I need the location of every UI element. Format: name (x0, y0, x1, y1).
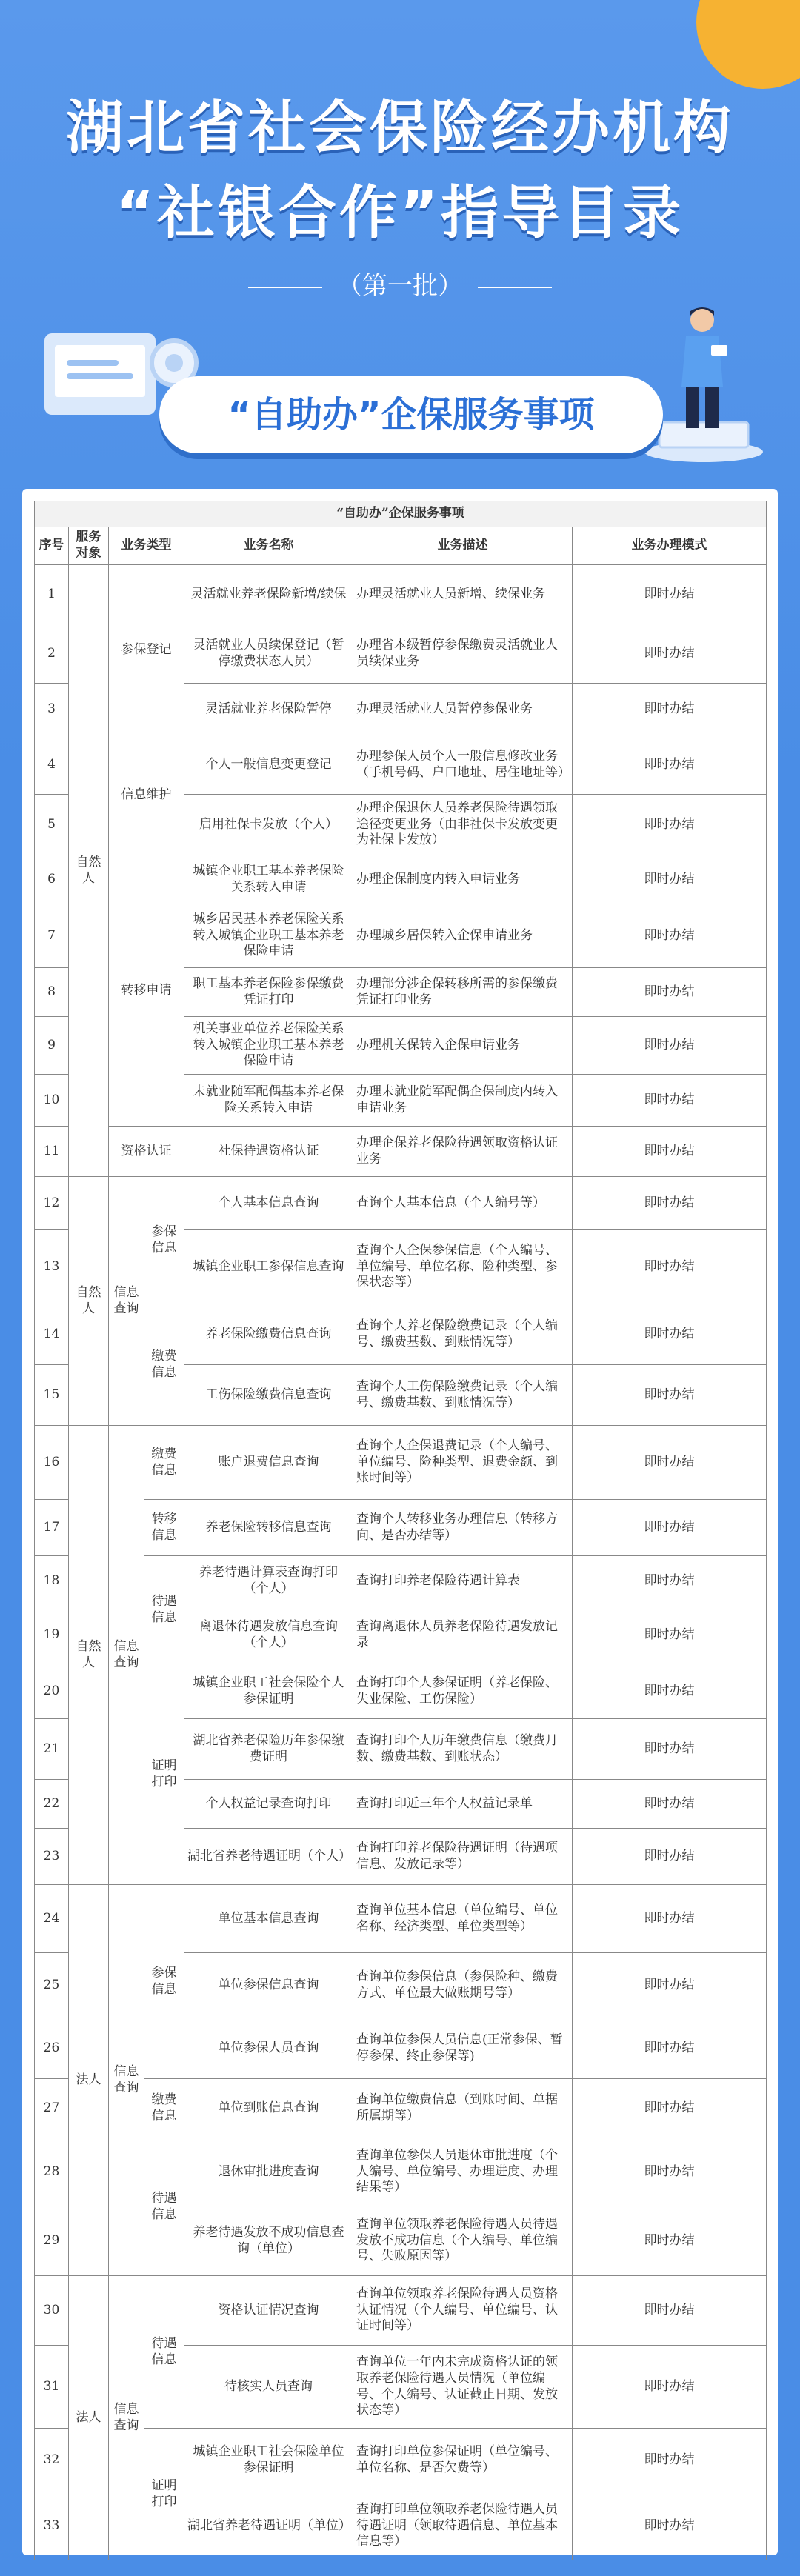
row-desc: 查询个人工伤保险缴费记录（个人编号、缴费基数、到账情况等） (353, 1365, 573, 1426)
col-header-no: 序号 (35, 527, 69, 565)
row-desc: 查询单位基本信息（单位编号、单位名称、经济类型、单位类型等） (353, 1885, 573, 1953)
row-mode: 即时办结 (573, 735, 767, 795)
row-desc: 查询单位缴费信息（到账时间、单据所属期等） (353, 2079, 573, 2138)
row-desc: 办理省本级暂停参保缴费灵活就业人员续保业务 (353, 624, 573, 684)
row-name: 单位参保人员查询 (184, 2018, 353, 2079)
table-row (35, 1664, 767, 1719)
col-header-target: 服务对象 (69, 527, 109, 565)
row-desc: 查询个人养老保险缴费记录（个人编号、缴费基数、到账情况等） (353, 1304, 573, 1365)
table-row (35, 1500, 767, 1556)
target-cell: 自然人 (69, 1426, 109, 1885)
row-name: 个人一般信息变更登记 (184, 735, 353, 795)
table-row (35, 2429, 767, 2492)
row-no: 24 (35, 1885, 69, 1953)
table-row (35, 1177, 767, 1230)
title-line-2: “社银合作”指导目录 (116, 180, 684, 247)
row-no: 7 (35, 904, 69, 968)
subtype-cell: 转移信息 (144, 1500, 184, 1556)
row-desc: 查询个人基本信息（个人编号等） (353, 1177, 573, 1230)
table-row (35, 1127, 767, 1177)
row-name: 养老保险转移信息查询 (184, 1500, 353, 1556)
target-cell: 自然人 (69, 565, 109, 1177)
row-mode: 即时办结 (573, 684, 767, 735)
row-mode: 即时办结 (573, 2138, 767, 2206)
subtype-cell: 待遇信息 (144, 1556, 184, 1664)
row-no: 21 (35, 1719, 69, 1780)
row-desc: 办理企保退休人员养老保险待遇领取途径变更业务（由非社保卡发放变更为社保卡发放） (353, 795, 573, 855)
row-desc: 查询打印养老保险待遇计算表 (353, 1556, 573, 1606)
row-desc: 办理机关保转入企保申请业务 (353, 1017, 573, 1075)
row-name: 养老保险缴费信息查询 (184, 1304, 353, 1365)
col-header-desc: 业务描述 (353, 527, 573, 565)
poster-header (0, 0, 800, 489)
row-mode: 即时办结 (573, 2346, 767, 2429)
subtype-cell: 参保信息 (144, 1177, 184, 1304)
row-mode: 即时办结 (573, 1885, 767, 1953)
row-name: 养老待遇计算表查询打印（个人） (184, 1556, 353, 1606)
col-header-name: 业务名称 (184, 527, 353, 565)
row-mode: 即时办结 (573, 904, 767, 968)
section-pill: “自助办”企保服务事项 (159, 376, 663, 453)
row-no: 18 (35, 1556, 69, 1606)
row-no: 30 (35, 2276, 69, 2346)
target-cell: 法人 (69, 1885, 109, 2276)
type-cell: 信息查询 (109, 1177, 144, 1426)
table-row (35, 1426, 767, 1500)
target-cell: 法人 (69, 2276, 109, 2560)
row-name: 湖北省养老待遇证明（个人） (184, 1829, 353, 1885)
row-mode: 即时办结 (573, 1664, 767, 1719)
type-cell: 参保登记 (109, 565, 184, 735)
row-desc: 查询打印养老保险待遇证明（待遇项信息、发放记录等） (353, 1829, 573, 1885)
row-name: 资格认证情况查询 (184, 2276, 353, 2346)
row-no: 11 (35, 1127, 69, 1177)
row-name: 职工基本养老保险参保缴费凭证打印 (184, 968, 353, 1017)
row-name: 账户退费信息查询 (184, 1426, 353, 1500)
row-no: 13 (35, 1230, 69, 1304)
title-line-1: 湖北省社会保险经办机构 (65, 95, 734, 161)
table-row (35, 2138, 767, 2206)
row-no: 32 (35, 2429, 69, 2492)
row-no: 12 (35, 1177, 69, 1230)
row-name: 工伤保险缴费信息查询 (184, 1365, 353, 1426)
row-no: 28 (35, 2138, 69, 2206)
batch-subtitle (0, 265, 800, 301)
row-desc: 办理灵活就业人员暂停参保业务 (353, 684, 573, 735)
row-mode: 即时办结 (573, 1127, 767, 1177)
row-desc: 查询单位一年内未完成资格认证的领取养老保险待遇人员情况（单位编号、个人编号、认证截止日期、发放状态等） (353, 2346, 573, 2429)
row-desc: 查询打印个人历年缴费信息（缴费月数、缴费基数、到账状态） (353, 1719, 573, 1780)
table-row (35, 1885, 767, 1953)
col-header-type: 业务类型 (109, 527, 184, 565)
row-no: 31 (35, 2346, 69, 2429)
type-cell: 资格认证 (109, 1127, 184, 1177)
row-name: 城乡居民基本养老保险关系转入城镇企业职工基本养老保险申请 (184, 904, 353, 968)
target-cell: 自然人 (69, 1177, 109, 1426)
row-desc: 查询单位参保人员信息(正常参保、暂停参保、终止参保等) (353, 2018, 573, 2079)
row-name: 灵活就业养老保险新增/续保 (184, 565, 353, 624)
row-no: 20 (35, 1664, 69, 1719)
left-dash (248, 287, 322, 288)
subtype-cell: 证明打印 (144, 2429, 184, 2560)
row-desc: 查询单位参保人员退休审批进度（个人编号、单位编号、办理进度、办理结果等） (353, 2138, 573, 2206)
row-name: 待核实人员查询 (184, 2346, 353, 2429)
row-name: 单位到账信息查询 (184, 2079, 353, 2138)
row-desc: 办理参保人员个人一般信息修改业务（手机号码、户口地址、居住地址等） (353, 735, 573, 795)
table-caption: “自助办”企保服务事项 (35, 501, 767, 527)
row-mode: 即时办结 (573, 1017, 767, 1075)
row-mode: 即时办结 (573, 1780, 767, 1829)
subtype-cell: 缴费信息 (144, 1304, 184, 1426)
row-no: 9 (35, 1017, 69, 1075)
type-cell: 信息查询 (109, 2276, 144, 2560)
row-name: 湖北省养老保险历年参保缴费证明 (184, 1719, 353, 1780)
row-no: 29 (35, 2206, 69, 2276)
row-no: 1 (35, 565, 69, 624)
row-mode: 即时办结 (573, 1304, 767, 1365)
row-mode: 即时办结 (573, 795, 767, 855)
row-no: 17 (35, 1500, 69, 1556)
row-mode: 即时办结 (573, 1606, 767, 1664)
row-no: 2 (35, 624, 69, 684)
subtype-cell: 参保信息 (144, 1885, 184, 2079)
row-desc: 查询单位领取养老保险待遇人员资格认证情况（个人编号、单位编号、认证时间等） (353, 2276, 573, 2346)
row-desc: 办理企保养老保险待遇领取资格认证业务 (353, 1127, 573, 1177)
type-cell: 信息查询 (109, 1426, 144, 1885)
row-desc: 查询个人企保参保信息（个人编号、单位编号、单位名称、险种类型、参保状态等） (353, 1230, 573, 1304)
row-no: 22 (35, 1780, 69, 1829)
row-no: 33 (35, 2492, 69, 2560)
row-name: 城镇企业职工基本养老保险关系转入申请 (184, 855, 353, 904)
row-mode: 即时办结 (573, 1075, 767, 1127)
table-row (35, 1304, 767, 1365)
row-name: 退休审批进度查询 (184, 2138, 353, 2206)
table-row (35, 855, 767, 904)
row-name: 个人基本信息查询 (184, 1177, 353, 1230)
row-desc: 查询打印单位领取养老保险待遇人员待遇证明（领取待遇信息、单位基本信息等） (353, 2492, 573, 2560)
row-mode: 即时办结 (573, 855, 767, 904)
row-name: 启用社保卡发放（个人） (184, 795, 353, 855)
row-mode: 即时办结 (573, 2276, 767, 2346)
subtype-cell: 证明打印 (144, 1664, 184, 1885)
row-no: 10 (35, 1075, 69, 1127)
row-desc: 查询离退休人员养老保险待遇发放记录 (353, 1606, 573, 1664)
row-no: 4 (35, 735, 69, 795)
row-mode: 即时办结 (573, 1365, 767, 1426)
row-mode: 即时办结 (573, 1426, 767, 1500)
row-name: 城镇企业职工社会保险个人参保证明 (184, 1664, 353, 1719)
row-mode: 即时办结 (573, 2079, 767, 2138)
row-name: 湖北省养老待遇证明（单位） (184, 2492, 353, 2560)
subtype-cell: 缴费信息 (144, 1426, 184, 1500)
row-no: 6 (35, 855, 69, 904)
row-desc: 查询个人转移业务办理信息（转移方向、是否办结等） (353, 1500, 573, 1556)
col-header-mode: 业务办理模式 (573, 527, 767, 565)
batch-text: （第一批） (337, 271, 463, 301)
row-no: 15 (35, 1365, 69, 1426)
subtype-cell: 待遇信息 (144, 2138, 184, 2276)
subtype-cell: 待遇信息 (144, 2276, 184, 2429)
table-caption-row (35, 501, 767, 527)
row-name: 灵活就业人员续保登记（暂停缴费状态人员） (184, 624, 353, 684)
table-row (35, 735, 767, 795)
row-name: 单位基本信息查询 (184, 1885, 353, 1953)
row-desc: 查询打印个人参保证明（养老保险、失业保险、工伤保险） (353, 1664, 573, 1719)
row-desc: 办理部分涉企保转移所需的参保缴费凭证打印业务 (353, 968, 573, 1017)
row-name: 单位参保信息查询 (184, 1953, 353, 2018)
table-row (35, 2276, 767, 2346)
row-desc: 办理灵活就业人员新增、续保业务 (353, 565, 573, 624)
row-no: 19 (35, 1606, 69, 1664)
row-desc: 查询单位领取养老保险待遇人员待遇发放不成功信息（个人编号、单位编号、失败原因等） (353, 2206, 573, 2276)
row-mode: 即时办结 (573, 2492, 767, 2560)
row-desc: 办理城乡居保转入企保申请业务 (353, 904, 573, 968)
row-name: 灵活就业养老保险暂停 (184, 684, 353, 735)
row-desc: 查询打印近三年个人权益记录单 (353, 1780, 573, 1829)
service-table (34, 501, 767, 2560)
row-no: 25 (35, 1953, 69, 2018)
row-no: 26 (35, 2018, 69, 2079)
row-mode: 即时办结 (573, 1829, 767, 1885)
row-no: 14 (35, 1304, 69, 1365)
row-no: 3 (35, 684, 69, 735)
row-mode: 即时办结 (573, 2018, 767, 2079)
row-name: 城镇企业职工参保信息查询 (184, 1230, 353, 1304)
row-name: 个人权益记录查询打印 (184, 1780, 353, 1829)
row-desc: 办理未就业随军配偶企保制度内转入申请业务 (353, 1075, 573, 1127)
row-mode: 即时办结 (573, 2429, 767, 2492)
row-desc: 办理企保制度内转入申请业务 (353, 855, 573, 904)
row-mode: 即时办结 (573, 624, 767, 684)
type-cell: 信息维护 (109, 735, 184, 855)
row-name: 离退休待遇发放信息查询（个人） (184, 1606, 353, 1664)
row-desc: 查询个人企保退费记录（个人编号、单位编号、险种类型、退费金额、到账时间等） (353, 1426, 573, 1500)
row-no: 16 (35, 1426, 69, 1500)
row-no: 27 (35, 2079, 69, 2138)
table-header-row (35, 527, 767, 565)
row-desc: 查询打印单位参保证明（单位编号、单位名称、是否欠费等） (353, 2429, 573, 2492)
row-mode: 即时办结 (573, 2206, 767, 2276)
row-no: 23 (35, 1829, 69, 1885)
row-mode: 即时办结 (573, 1177, 767, 1230)
row-no: 5 (35, 795, 69, 855)
row-name: 机关事业单位养老保险关系转入城镇企业职工基本养老保险申请 (184, 1017, 353, 1075)
type-cell: 转移申请 (109, 855, 184, 1127)
person-illustration (637, 304, 770, 467)
row-name: 城镇企业职工社会保险单位参保证明 (184, 2429, 353, 2492)
right-dash (478, 287, 552, 288)
row-mode: 即时办结 (573, 968, 767, 1017)
table-row (35, 565, 767, 624)
row-name: 养老待遇发放不成功信息查询（单位） (184, 2206, 353, 2276)
row-mode: 即时办结 (573, 1719, 767, 1780)
table-row (35, 2079, 767, 2138)
row-mode: 即时办结 (573, 1500, 767, 1556)
row-name: 未就业随军配偶基本养老保险关系转入申请 (184, 1075, 353, 1127)
row-mode: 即时办结 (573, 1230, 767, 1304)
table-row (35, 1556, 767, 1606)
row-no: 8 (35, 968, 69, 1017)
row-desc: 查询单位参保信息（参保险种、缴费方式、单位最大做账期号等） (353, 1953, 573, 2018)
type-cell: 信息查询 (109, 1885, 144, 2276)
row-name: 社保待遇资格认证 (184, 1127, 353, 1177)
table-card (22, 489, 778, 2555)
row-mode: 即时办结 (573, 565, 767, 624)
row-mode: 即时办结 (573, 1556, 767, 1606)
subtype-cell: 缴费信息 (144, 2079, 184, 2138)
row-mode: 即时办结 (573, 1953, 767, 2018)
